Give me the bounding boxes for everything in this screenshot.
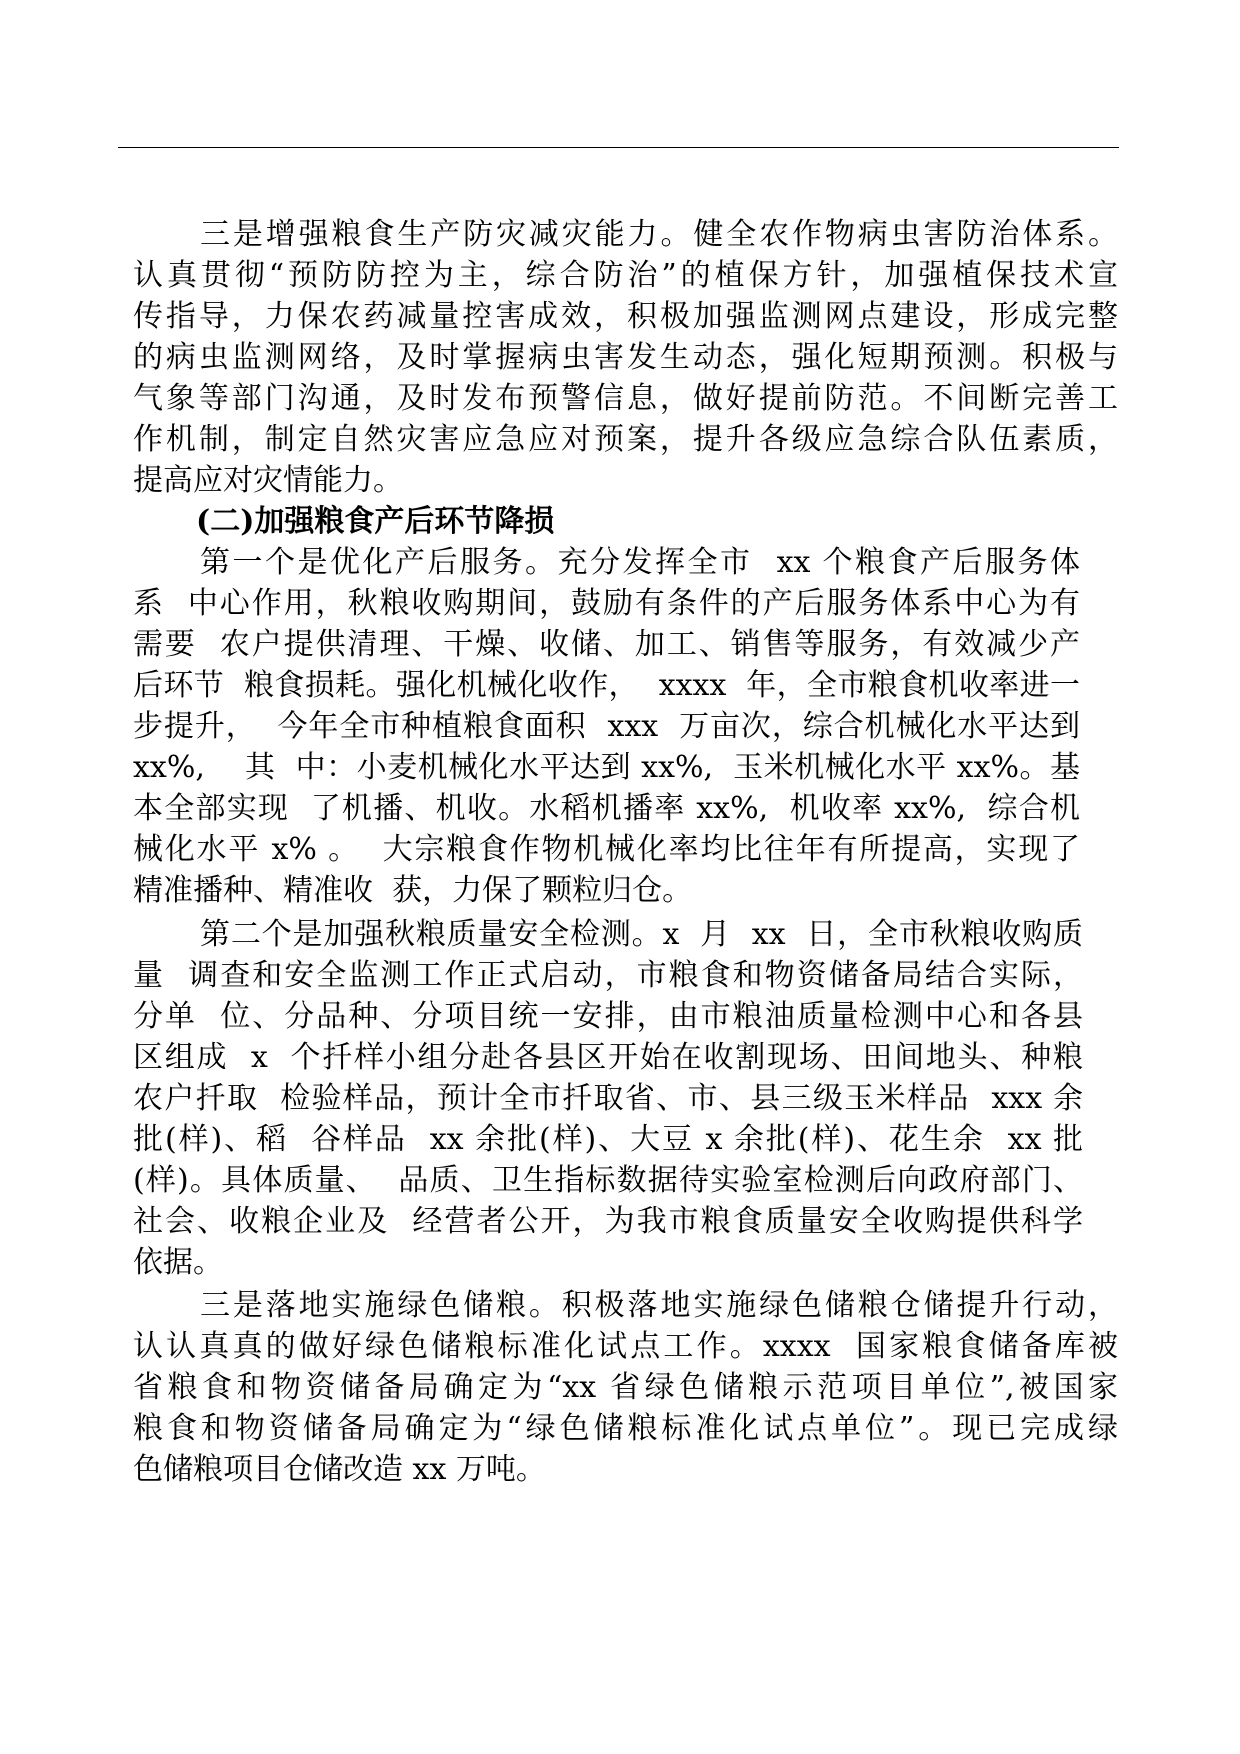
paragraph-line: 的病虫监测网络，及时掌握病虫害发生动态，强化短期预测。积极与 (133, 340, 1118, 375)
paragraph-line: 社会、收粮企业及 经营者公开，为我市粮食质量安全收购提供科学 (133, 1204, 1083, 1239)
paragraph-line: 需要 农户提供清理、干燥、收储、加工、销售等服务，有效减少产 (133, 627, 1080, 662)
paragraph-line: 省粮食和物资储备局确定为“xx 省绿色储粮示范项目单位”,被国家 (133, 1370, 1118, 1405)
paragraph-line: 本全部实现 了机播、机收。水稻机播率 xx%, 机收率 xx%, 综合机 (133, 791, 1080, 826)
paragraph-line: 气象等部门沟通，及时发布预警信息，做好提前防范。不间断完善工 (133, 381, 1118, 416)
document-body (133, 214, 1123, 1490)
paragraph-line: 三是落地实施绿色储粮。积极落地实施绿色储粮仓储提升行动， (200, 1288, 1118, 1323)
paragraph-line: 认真贯彻“预防防控为主，综合防治”的植保方针，加强植保技术宣 (133, 258, 1118, 293)
paragraph-line: 作机制，制定自然灾害应急应对预案，提升各级应急综合队伍素质， (133, 422, 1118, 457)
paragraph-line: 系 中心作用，秋粮收购期间，鼓励有条件的产后服务体系中心为有 (133, 586, 1080, 621)
paragraph-line: 第二个是加强秋粮质量安全检测。x 月 xx 日，全市秋粮收购质 (200, 917, 1083, 952)
paragraph-line: 步提升， 今年全市种植粮食面积 xxx 万亩次，综合机械化水平达到 (133, 709, 1080, 744)
paragraph-line: 三是增强粮食生产防灾减灾能力。健全农作物病虫害防治体系。 (200, 217, 1118, 252)
paragraph-green-storage (133, 1285, 1118, 1490)
paragraph-line: 提高应对灾情能力。 (133, 463, 403, 498)
paragraph-line: (样)。具体质量、 品质、卫生指标数据待实验室检测后向政府部门、 (133, 1163, 1083, 1198)
paragraph-line: 后环节 粮食损耗。强化机械化收作， xxxx 年，全市粮食机收率进一 (133, 668, 1080, 703)
paragraph-line: 依据。 (133, 1245, 223, 1280)
paragraph-line: 农户扦取 检验样品，预计全市扦取省、市、县三级玉米样品 xxx 余 (133, 1081, 1083, 1116)
header-rule (118, 147, 1119, 148)
paragraph-line: xx%, 其 中：小麦机械化水平达到 xx%, 玉米机械化水平 xx%。基 (133, 750, 1080, 785)
paragraph-line: 粮食和物资储备局确定为“绿色储粮标准化试点单位”。现已完成绿 (133, 1411, 1118, 1446)
paragraph-line: 批(样)、稻 谷样品 xx 余批(样)、大豆 x 余批(样)、花生余 xx 批 (133, 1122, 1083, 1157)
paragraph-disaster-prevention (133, 214, 1118, 501)
paragraph-line: 分单 位、分品种、分项目统一安排，由市粮油质量检测中心和各县 (133, 999, 1083, 1034)
paragraph-line: 精准播种、精准收 获，力保了颗粒归仓。 (133, 873, 693, 908)
paragraph-line: 械化水平 x% 。 大宗粮食作物机械化率均比往年有所提高，实现了 (133, 832, 1080, 867)
paragraph-line: 第一个是优化产后服务。充分发挥全市 xx 个粮食产后服务体 (200, 545, 1080, 580)
paragraph-quality-inspection (133, 914, 1083, 1283)
paragraph-line: 色储粮项目仓储改造 xx 万吨。 (133, 1452, 546, 1487)
section-heading: (二)加强粮食产后环节降损 (196, 504, 555, 539)
paragraph-line: 传指导，力保农药减量控害成效，积极加强监测网点建设，形成完整 (133, 299, 1118, 334)
paragraph-line: 区组成 x 个扦样小组分赴各县区开始在收割现场、田间地头、种粮 (133, 1040, 1083, 1075)
paragraph-line: 认认真真的做好绿色储粮标准化试点工作。xxxx 国家粮食储备库被 (133, 1329, 1118, 1364)
paragraph-line: 量 调查和安全监测工作正式启动，市粮食和物资储备局结合实际， (133, 958, 1083, 993)
paragraph-post-harvest-service (133, 542, 1080, 911)
